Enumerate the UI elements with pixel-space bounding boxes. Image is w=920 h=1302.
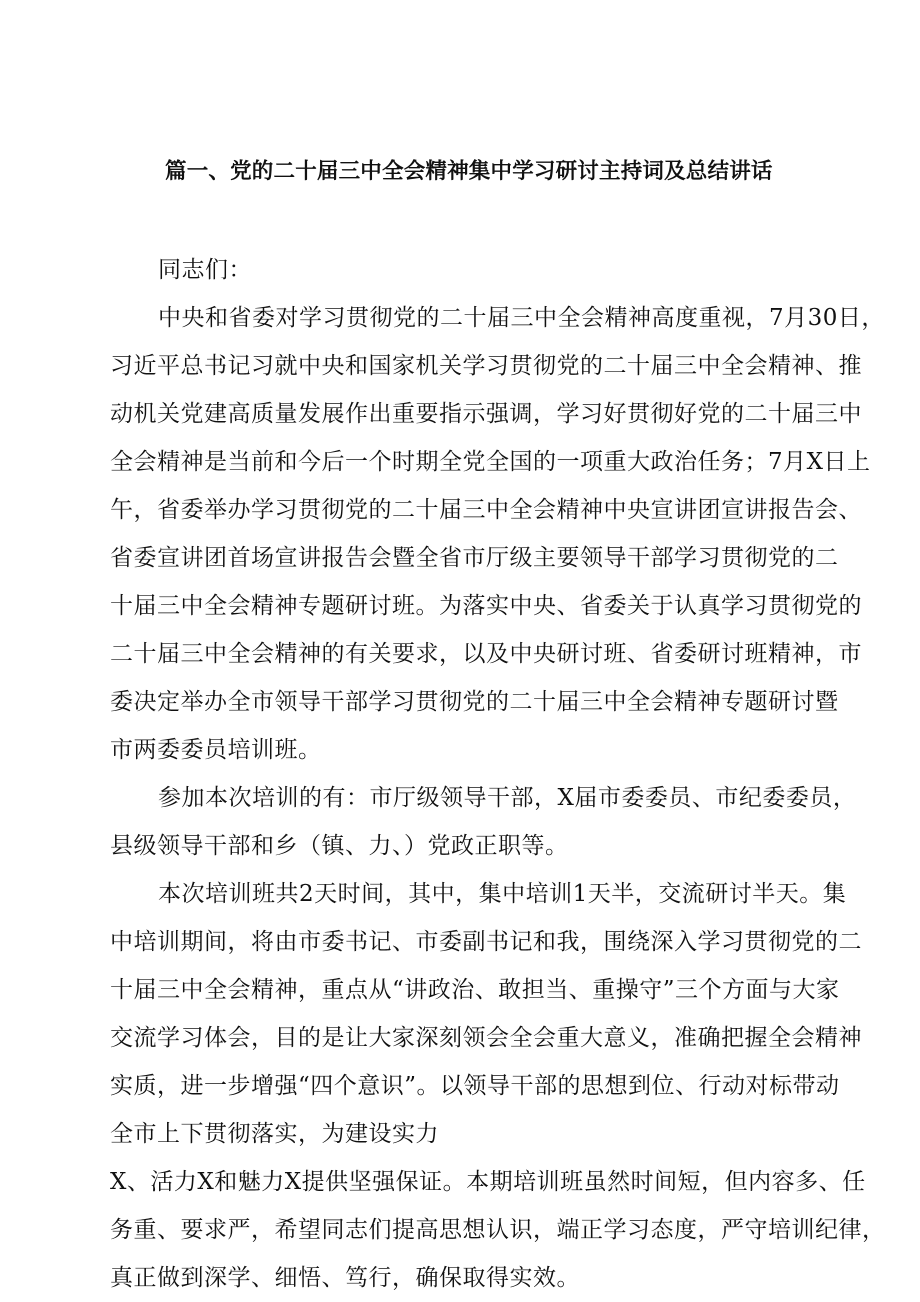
document-title: 篇一、党的二十届三中全会精神集中学习研讨主持词及总结讲话 xyxy=(165,159,773,184)
paragraph-line: X、活力X和魅力X提供坚强保证。本期培训班虽然时间短，但内容多、任 xyxy=(110,1169,866,1195)
paragraph-line: 全会精神是当前和今后一个时期全党全国的一项重大政治任务；7月X日上 xyxy=(110,449,871,475)
paragraph-line: 交流学习体会，目的是让大家深刻领会全会重大意义，准确把握全会精神 xyxy=(110,1025,862,1051)
paragraph-line: 全市上下贯彻落实，为建设实力 xyxy=(110,1121,439,1147)
paragraph-line: 中培训期间，将由市委书记、市委副书记和我，围绕深入学习贯彻党的二 xyxy=(110,929,862,955)
paragraph-line: 习近平总书记习就中央和国家机关学习贯彻党的二十届三中全会精神、推 xyxy=(110,353,862,379)
paragraph-line: 中央和省委对学习贯彻党的二十届三中全会精神高度重视，7月30日， xyxy=(158,305,885,331)
paragraph-line: 本次培训班共2天时间，其中，集中培训1天半，交流研讨半天。集 xyxy=(158,881,847,907)
salutation-line: 同志们： xyxy=(158,257,252,283)
paragraph-line: 委决定举办全市领导干部学习贯彻党的二十届三中全会精神专题研讨暨 xyxy=(110,689,839,715)
paragraph-line: 动机关党建高质量发展作出重要指示强调，学习好贯彻好党的二十届三中 xyxy=(110,401,862,427)
paragraph-line: 十届三中全会精神，重点从“讲政治、敢担当、重操守”三个方面与大家 xyxy=(110,977,840,1003)
paragraph-line: 午，省委举办学习贯彻党的二十届三中全会精神中央宣讲团宣讲报告会、 xyxy=(110,497,862,523)
paragraph-line: 市两委委员培训班。 xyxy=(110,737,322,763)
paragraph-line: 实质，进一步增强“四个意识”。以领导干部的思想到位、行动对标带动 xyxy=(110,1073,840,1099)
paragraph-line: 十届三中全会精神专题研讨班。为落实中央、省委关于认真学习贯彻党的 xyxy=(110,593,862,619)
paragraph-line: 县级领导干部和乡（镇、力、）党政正职等。 xyxy=(110,833,569,859)
paragraph-line: 参加本次培训的有：市厅级领导干部，X届市委委员、市纪委委员， xyxy=(158,785,857,811)
document-body xyxy=(110,246,886,1302)
paragraph-line: 二十届三中全会精神的有关要求，以及中央研讨班、省委研讨班精神，市 xyxy=(110,641,862,667)
paragraph-line: 务重、要求严，希望同志们提高思想认识，端正学习态度，严守培训纪律， xyxy=(110,1217,886,1243)
paragraph-line: 真正做到深学、细悟、笃行，确保取得实效。 xyxy=(110,1265,580,1291)
paragraph-line: 省委宣讲团首场宣讲报告会暨全省市厅级主要领导干部学习贯彻党的二 xyxy=(110,545,839,571)
